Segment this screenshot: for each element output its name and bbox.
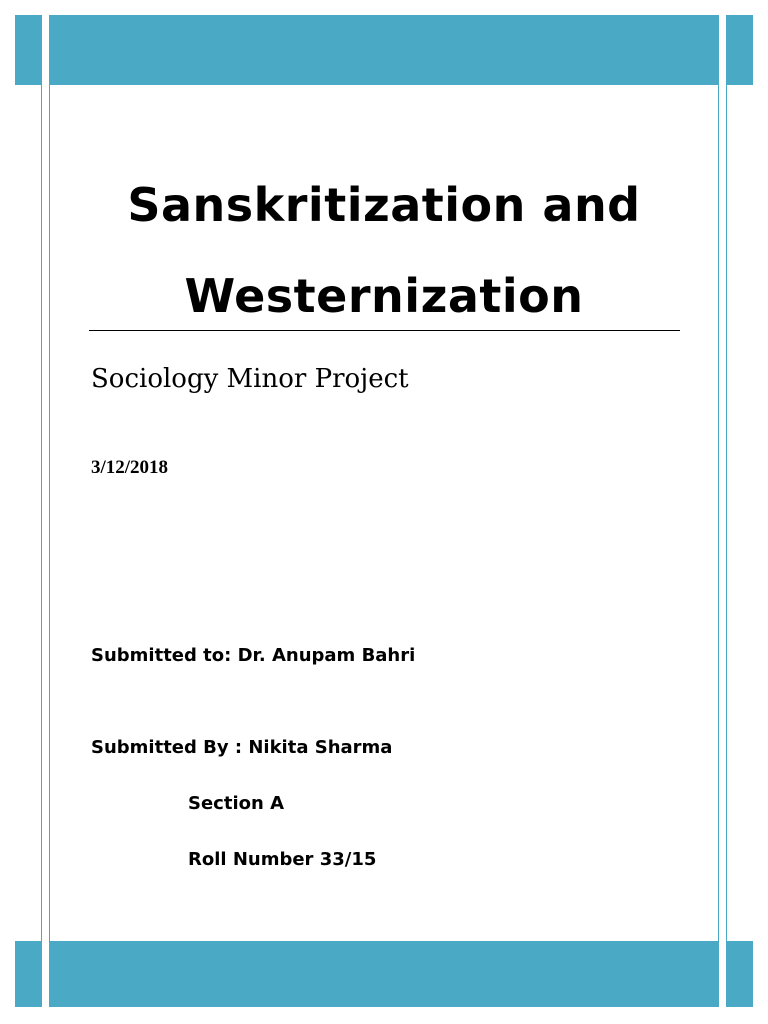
title-line-1: Sanskritization and [127,178,641,232]
submitted-by: Submitted By : Nikita Sharma [91,737,393,758]
title-divider [89,330,680,331]
date: 3/12/2018 [91,457,169,478]
roll-number: Roll Number 33/15 [188,849,377,870]
left-inner-border-line [49,15,50,1007]
submitted-to: Submitted to: Dr. Anupam Bahri [91,645,416,666]
right-inner-border-line [718,15,719,1007]
bottom-right-accent-block [727,941,753,1007]
right-outer-border-line [726,15,727,1007]
left-outer-border-line [41,15,42,1007]
top-left-accent-block [15,15,41,85]
bottom-left-accent-block [15,941,41,1007]
subtitle: Sociology Minor Project [91,364,409,394]
top-banner [49,15,718,85]
bottom-banner [49,941,718,1007]
title-line-2: Westernization [184,269,584,323]
section: Section A [188,793,284,814]
top-right-accent-block [727,15,753,85]
